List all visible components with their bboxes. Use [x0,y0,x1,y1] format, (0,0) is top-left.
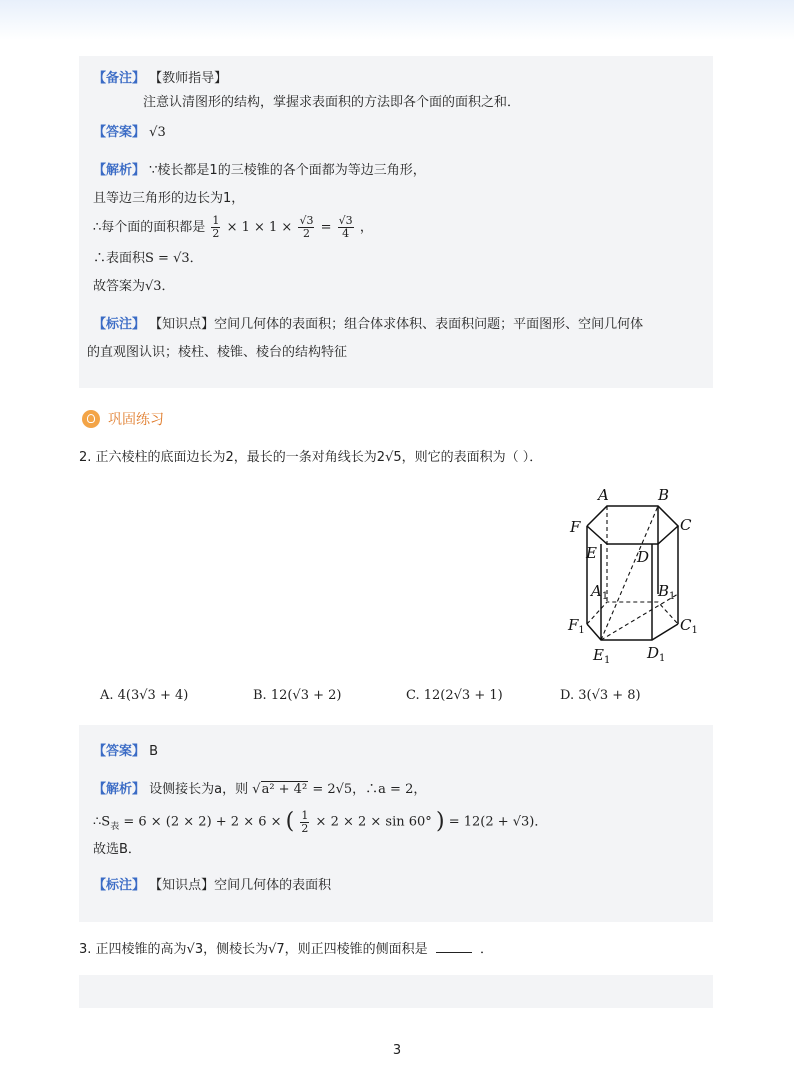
answer-line-2 [93,743,158,761]
label-C1-sub: 1 [691,625,698,636]
question-3-prefix: 3. 正四棱锥的高为√3，侧棱长为√7，则正四棱锥的侧面积是 [79,942,428,957]
question-2-stem: 2. 正六棱柱的底面边长为2，最长的一条对角线长为2√5，则它的表面积为（ ）． [79,450,543,465]
label-A: A [598,486,609,504]
hidden-diagonal-E1B1 [601,594,678,640]
fraction-half-num: 1 [301,808,309,822]
option-c[interactable]: C. 12(2√3 + 1) [406,688,503,703]
section-title-text: 巩固练习 [108,412,164,428]
analysis-line-3-mid: × 1 × 1 × [226,220,293,235]
answer-value-2: B [149,744,159,759]
label-D: D [637,548,650,566]
option-a[interactable]: A. 4(3√3 + 4) [100,688,189,703]
label-F1-main: F [568,616,579,634]
fraction-3 [338,215,354,240]
sqrt-expression: √a² + 4² [252,782,308,797]
sqrt-radicand: a² + 4² [261,782,308,797]
label-C1-main: C [680,616,692,634]
label-D1-sub: 1 [659,653,666,664]
label-B1-main: B [658,582,670,600]
surface-subscript: 表 [110,822,120,833]
label-B1 [657,582,675,602]
analysis-2-line-2-mid: = 6 × (2 × 2) + 2 × 6 × [123,814,282,830]
fraction-3-num: √3 [338,214,353,227]
answer-tag: 【答案】 [93,125,146,140]
section-title [82,408,164,430]
solution-box-1 [79,56,713,388]
analysis-line-4: ∴表面积S = √3． [93,251,203,266]
mark-text-1: 【知识点】空间几何体的表面积；组合体求体积、表面积问题；平面图形、空间几何体 [149,317,644,332]
equals-sign: = [320,220,332,235]
label-C: C [680,516,692,534]
analysis-line-5: 故答案为√3． [93,279,175,294]
answer-line [93,124,166,142]
option-d[interactable]: D. 3(√3 + 8) [560,688,641,703]
left-paren: ( [285,809,295,834]
label-C1 [680,616,698,636]
label-F: F [570,518,581,536]
page-header-band [0,0,794,40]
fraction-1-den: 2 [212,227,220,240]
fraction-1-num: 1 [212,214,220,227]
mark-text-box-2: 【知识点】空间几何体的表面积 [149,878,332,893]
analysis-2-line-1-prefix: 设侧接长为a，则 [149,782,249,797]
analysis-line-3 [93,214,373,242]
note-line [93,70,227,88]
fraction-1 [211,215,220,240]
label-D1 [646,644,665,664]
label-E: E [586,544,597,562]
analysis-2-line-2-suffix: = 12(2 + √3)． [448,814,548,830]
lightbulb-icon [82,410,100,428]
note-text: 注意认清图形的结构，掌握求表面积的方法即各个面的面积之和． [143,95,521,110]
note-tag: 【备注】 [93,71,146,86]
analysis-line-3-prefix: ∴每个面的面积都是 [93,220,206,235]
mark-line-2: 的直观图认识；棱柱、棱锥、棱台的结构特征 [87,345,348,360]
fraction-2-num: √3 [299,214,314,227]
label-B: B [658,486,670,504]
analysis-line-1 [93,162,426,180]
question-3-stem [79,938,493,957]
mark-line-box-2 [93,877,331,895]
right-paren: ) [435,809,445,834]
fraction-half [300,810,309,835]
answer-blank[interactable] [436,952,472,953]
option-b[interactable]: B. 12(√3 + 2) [253,688,342,703]
label-B1-sub: 1 [669,591,676,602]
label-E1-main: E [593,646,604,664]
page-number: 3 [392,1043,402,1058]
answer-value: √3 [149,125,166,140]
analysis-2-line-2 [93,805,547,844]
label-A1-sub: 1 [601,591,609,602]
label-F1 [567,616,585,636]
analysis-line-2: 且等边三角形的边长为1， [93,191,245,206]
analysis-2-line-3: 故选B． [93,842,141,857]
top-hexagon [587,506,678,544]
analysis-text-1: ∵棱长都是1的三棱锥的各个面都为等边三角形， [149,163,426,178]
label-E1 [592,646,610,664]
mark-tag: 【标注】 [93,317,146,332]
label-D1-main: D [647,644,660,662]
mark-tag-2: 【标注】 [93,878,146,893]
diagonal-E1B [601,506,658,640]
fraction-half-den: 2 [301,821,309,835]
analysis-tag-2: 【解析】 [93,782,146,797]
fraction-3-den: 4 [342,227,350,240]
surface-symbol: ∴S [93,814,111,830]
label-F1-sub: 1 [578,625,585,636]
label-E1-sub: 1 [603,655,611,664]
analysis-2-line-1 [93,781,426,799]
solution-box-2 [79,725,713,922]
answer-box-3 [79,975,713,1008]
note-label: 【教师指导】 [149,71,228,86]
analysis-tag: 【解析】 [93,163,146,178]
mark-line-1 [93,316,643,334]
analysis-2-line-1-suffix: = 2√5，∴a = 2， [312,782,427,797]
answer-tag-2: 【答案】 [93,744,146,759]
fraction-2 [298,215,314,240]
label-A1 [589,582,608,602]
label-A1-main: A [591,582,602,600]
analysis-2-line-2-inner: × 2 × 2 × sin 60° [315,814,432,830]
analysis-line-3-suffix: ， [359,220,373,235]
fraction-2-den: 2 [302,227,310,240]
hexagonal-prism-figure [560,484,710,664]
question-3-suffix: ． [479,942,493,957]
